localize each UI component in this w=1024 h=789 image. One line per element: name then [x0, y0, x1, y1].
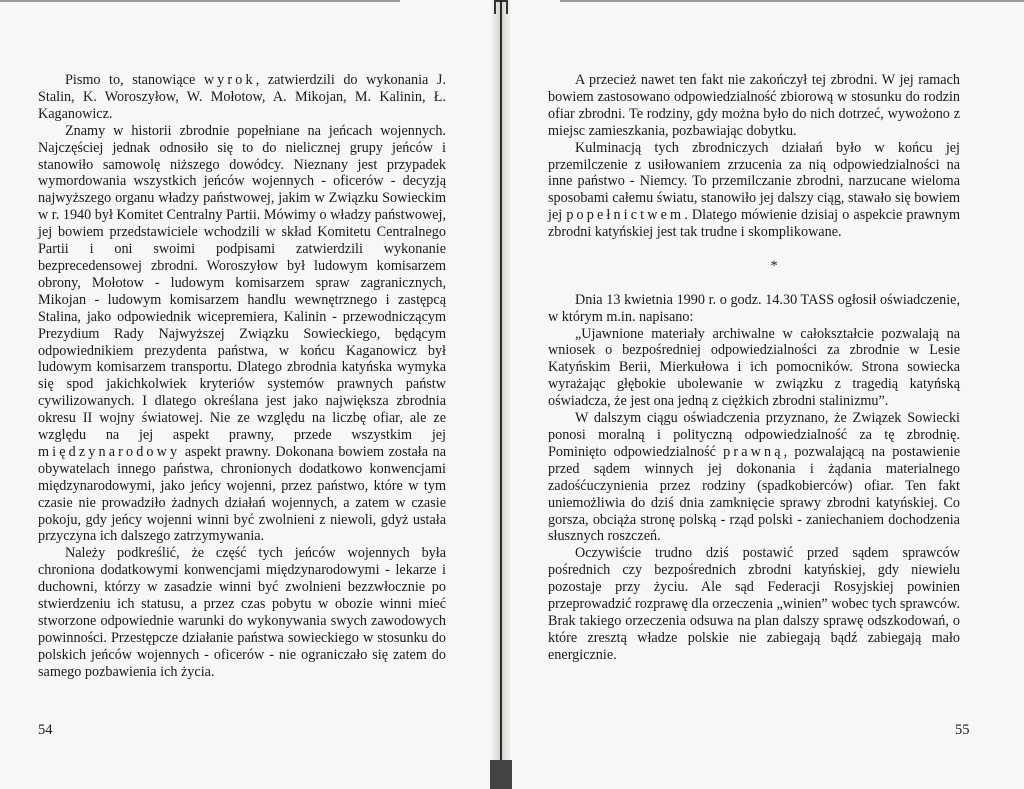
binding-base	[490, 760, 512, 789]
paragraph	[548, 292, 960, 326]
paragraph-text: Dnia 13 kwietnia 1990 r. o godz. 14.30 TASS ogłosił oświadczenie, w którym m.in. napisano:	[548, 291, 960, 325]
paragraph	[38, 545, 446, 680]
paragraph-text: „Ujawnione materiały archiwalne w całokształcie pozwalają na wniosek o bezpośredniej odpowiedzialności za zbrodnie w Lesie Katyńskim Berii, Mierkułowa i ich pomocników. Strona sowiecka wyrażając głębokie ubolewanie w związku z tragedią katyńską oświadcza, że jest ona jedną z ciężkich zbrodni stalinizmu”.	[548, 325, 960, 410]
paragraph-text: A przecież nawet ten fakt nie zakończył tej zbrodni. W jej ramach bowiem zastosowano odpowiedzialność zbiorową w stosunku do rodzin ofiar zbrodni. Te rodziny, gdy można było do nich dotrzeć, wywożono z miejsc zamieszkania, pozbawiając dobytku.	[548, 72, 960, 139]
paragraph-text: , pozwalającą na postawienie przed sądem winnych jej dokonania i żądania materialnego zadośćuczynienia przez rodziny (spadkobierców) ofiar. Ten fakt uniemożliwia do dziś dnia zamknięcie sprawy zbrodni katyńskiej. Co gorsza, obciąża stronę polską - rząd polski - zaniechaniem dochodzenia słusznych roszczeń.	[548, 443, 960, 545]
spaced-emphasis: popełnictwem	[566, 207, 685, 224]
paragraph-text: Znamy w historii zbrodnie popełniane na jeńcach wojennych. Najczęściej jednak odnosiło się to do nielicznej grupy jeńców i stanowiło samowolę niższego dowódcy. Nieznany jest przypadek wymordowania wszystkich jeńców wojennych - oficerów - decyzją najwyższego organu władzy państwowej, jakim w Związku Sowieckim w r. 1940 był Komitet Centralny Partii. Mówimy o władzy państwowej, jej bowiem przedstawiciele wchodzili w skład Komitetu Centralnego Partii i oni swoimi podpisami zatwierdzili wykonanie bezprecedensowej zbrodni. Woroszyłow był ludowym komisarzem obrony, Mołotow - ludowym komisarzem spraw zagranicznych, Mikojan - ludowym komisarzem handlu wewnętrznego i zastępcą Stalina, jako odpowiednik wicepremiera, Kalinin - przewodniczącym Prezydium Rady Najwyższej Związku Sowieckiego, będącym odpowiednikiem prezydenta państwa, w końcu Kaganowicz był ludowym komisarzem transportu. Dlatego zbrodnia katyńska wymyka się spod jakichkolwiek kryteriów systemów prawnych państw cywilizowanych. I dlatego określana jest jako największa zbrodnia okresu II wojny światowej. Nie ze względu na liczbę ofiar, ale ze względu na jej aspekt prawny, przede wszystkim jej	[38, 122, 446, 444]
paragraph-text: Należy podkreślić, że część tych jeńców wojennych była chroniona dodatkowymi konwencjami międzynarodowymi - lekarze i duchowni, którzy w zasadzie winni być zwolnieni bezzwłocznie po stwierdzeniu ich statusu, a przez czas pobytu w obozie winni mieć stworzone odpowiednie warunki do wykonywania swych zawodowych powinności. Przestępcze działanie państwa sowieckiego w stosunku do polskich jeńców wojennych - oficerów - nie ograniczało się zatem do samego pozbawienia ich życia.	[38, 545, 446, 680]
left-page-number: 54	[38, 722, 53, 738]
right-page-number: 55	[955, 722, 970, 738]
paragraph-text: Oczywiście trudno dziś postawić przed sądem sprawców pośrednich czy bezpośrednich zbrodni katyńskiej, gdy niewielu pozostaje przy życiu. Ale sąd Federacji Rosyjskiej powinien przeprowadzić rozprawę dla orzeczenia „winien” wobec tych sprawców. Brak takiego orzeczenia odsuwa na plan dalszy sprawę odszkodowań, o które zresztą władze polskie nie zabiegają bądź zabiegają mało energicznie.	[548, 545, 960, 663]
left-page-text	[38, 72, 446, 681]
paragraph-text: Pismo to, stanowiące	[65, 72, 204, 88]
right-page	[510, 0, 1024, 789]
spaced-emphasis: wyrok	[203, 72, 256, 88]
paragraph	[38, 72, 446, 123]
book-gutter	[492, 0, 510, 789]
section-separator: *	[770, 257, 778, 274]
spaced-emphasis: międzynarodowy	[38, 443, 181, 460]
spaced-emphasis: prawną	[723, 443, 784, 460]
right-page-text	[548, 72, 960, 664]
paragraph-text: . Dlatego mówienie dzisiaj o aspekcie prawnym zbrodni katyńskiej jest tak trudne i skomplikowane.	[548, 207, 960, 241]
paragraph-text: Kulminacją tych zbrodniczych działań było w końcu jej przemilczenie z usiłowaniem zrzucenia za nią odpowiedzialności na inne państwo - Niemcy. To przemilczanie zbrodni, narzucane wieloma sposobami całemu światu, stanowiło jej dalszy ciąg, stawało się bowiem jej	[548, 139, 960, 224]
paragraph-text: aspekt prawny. Dokonana bowiem została na obywatelach innego państwa, chronionych dodatkowo konwencjami międzynarodowymi, jako jeńcy wojenni, przez państwo, które w tym czasie nie prowadziło żadnych działań wojennych, a zatem w czasie pokoju, gdy jeńcy wojenni winni być zwolnieni z niewoli, gdyż ustała przyczyna ich dalszego zatrzymywania.	[38, 443, 446, 545]
binding-line	[500, 0, 502, 789]
paragraph	[548, 72, 960, 140]
paragraph	[38, 123, 446, 546]
paragraph-text: W dalszym ciągu oświadczenia przyznano, że Związek Sowiecki ponosi moralną i polityczną odpowiedzialność za tę zbrodnię. Pominięto odpowiedzialność	[548, 410, 960, 460]
paragraph	[548, 545, 960, 663]
paragraph	[548, 326, 960, 411]
paragraph-text: , zatwierdzili do wykonania J. Stalin, K. Woroszyłow, W. Mołotow, A. Mikojan, M. Kalinin, Ł. Kaganowicz.	[38, 72, 446, 122]
left-page	[0, 0, 492, 789]
paragraph	[548, 410, 960, 545]
paragraph	[548, 140, 960, 241]
